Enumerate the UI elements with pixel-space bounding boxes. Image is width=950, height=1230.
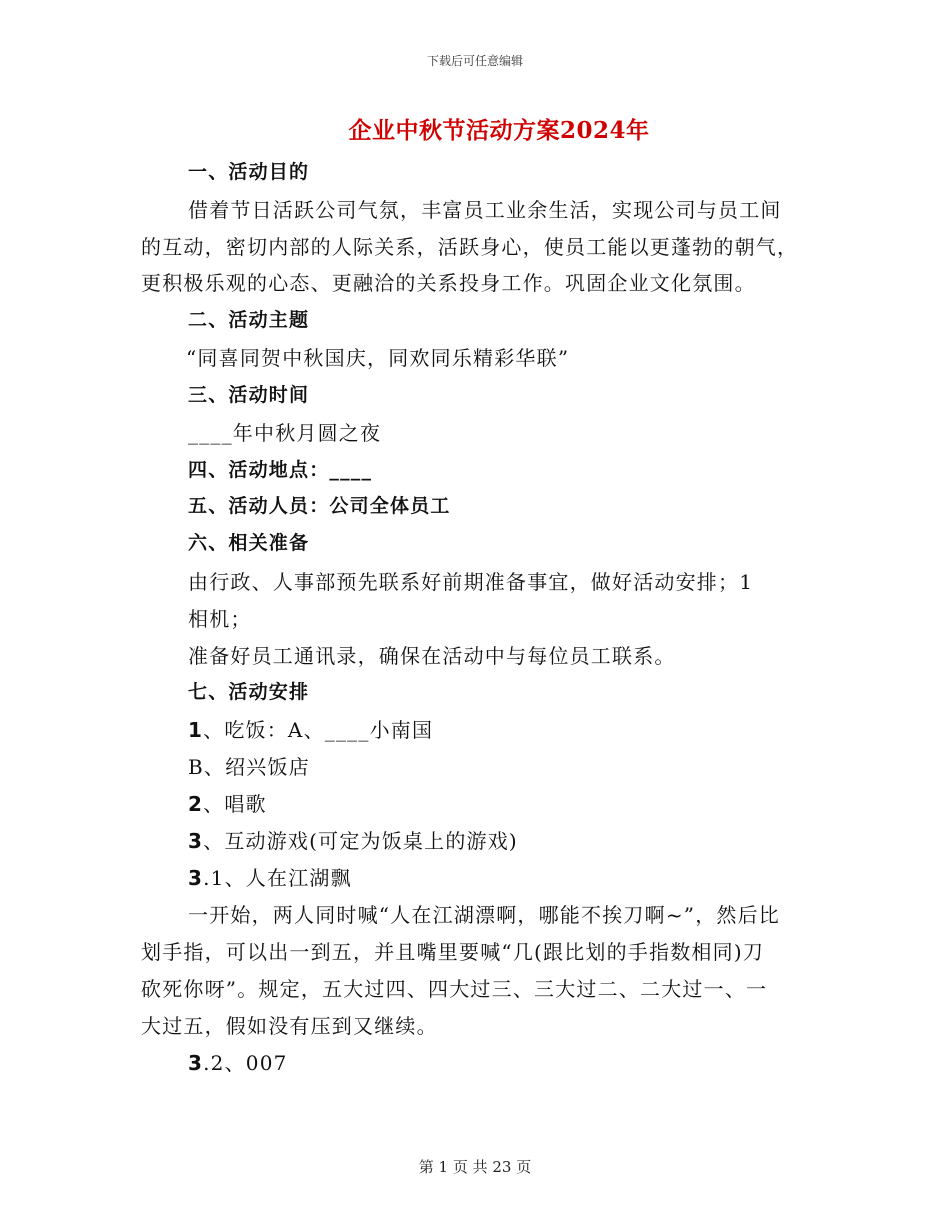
time-text: ____年中秋月圆之夜 bbox=[188, 421, 382, 445]
paragraph-line: 由行政、人事部预先联系好前期准备事宜，做好活动安排；1 bbox=[188, 570, 754, 594]
list-item bbox=[188, 788, 267, 817]
section-4-heading: 四、活动地点：____ bbox=[188, 459, 373, 481]
section-7-heading: 七、活动安排 bbox=[188, 681, 310, 703]
item-number: 3 bbox=[188, 829, 204, 853]
item-text: 、互动游戏(可定为饭桌上的游戏) bbox=[203, 829, 518, 853]
paragraph-line: 借着节日活跃公司气氛，丰富员工业余生活，实现公司与员工间 bbox=[188, 198, 782, 222]
paragraph-line: 的互动，密切内部的人际关系，活跃身心，使员工能以更蓬勃的朝气， bbox=[141, 235, 799, 259]
list-item bbox=[188, 1047, 288, 1076]
section-5-heading: 五、活动人员：公司全体员工 bbox=[188, 495, 451, 517]
item-text: 、吃饭：A、____小南国 bbox=[203, 718, 434, 742]
item-text: .2、007 bbox=[203, 1051, 288, 1075]
header-note: 下载后可任意编辑 bbox=[426, 54, 523, 68]
list-item bbox=[188, 862, 352, 891]
section-2-heading: 二、活动主题 bbox=[188, 309, 310, 331]
item-number: 3 bbox=[188, 866, 204, 890]
section-6-heading: 六、相关准备 bbox=[188, 532, 310, 554]
paragraph-line: 相机； bbox=[188, 607, 252, 631]
paragraph-line: 一开始，两人同时喊“人在江湖漂啊，哪能不挨刀啊~”，然后比 bbox=[188, 903, 781, 927]
item-text: .1、人在江湖飘 bbox=[203, 866, 352, 890]
page-footer: 第 1 页 共 23 页 bbox=[418, 1158, 532, 1176]
list-item: B、绍兴饭店 bbox=[188, 755, 310, 779]
list-item bbox=[188, 825, 518, 854]
paragraph-line: 砍死你呀”。规定，五大过四、四大过三、三大过二、二大过一、一 bbox=[141, 977, 768, 1001]
paragraph-line: 划手指，可以出一到五，并且嘴里要喊“几(跟比划的手指数相同)刀 bbox=[141, 940, 765, 964]
section-3-heading: 三、活动时间 bbox=[188, 384, 310, 406]
theme-text: “同喜同贺中秋国庆，同欢同乐精彩华联” bbox=[186, 346, 570, 370]
paragraph-line: 大过五，假如没有压到又继续。 bbox=[141, 1014, 438, 1038]
document-title: 企业中秋节活动方案2024年 bbox=[348, 117, 650, 144]
item-number: 2 bbox=[188, 792, 204, 816]
paragraph-line: 更积极乐观的心态、更融洽的关系投身工作。巩固企业文化氛围。 bbox=[141, 271, 756, 295]
item-text: 、唱歌 bbox=[203, 792, 267, 816]
section-1-heading: 一、活动目的 bbox=[188, 161, 310, 183]
paragraph-line: 准备好员工通讯录，确保在活动中与每位员工联系。 bbox=[188, 644, 676, 668]
list-item bbox=[188, 714, 433, 743]
item-number: 1 bbox=[188, 718, 204, 742]
item-number: 3 bbox=[188, 1051, 204, 1075]
